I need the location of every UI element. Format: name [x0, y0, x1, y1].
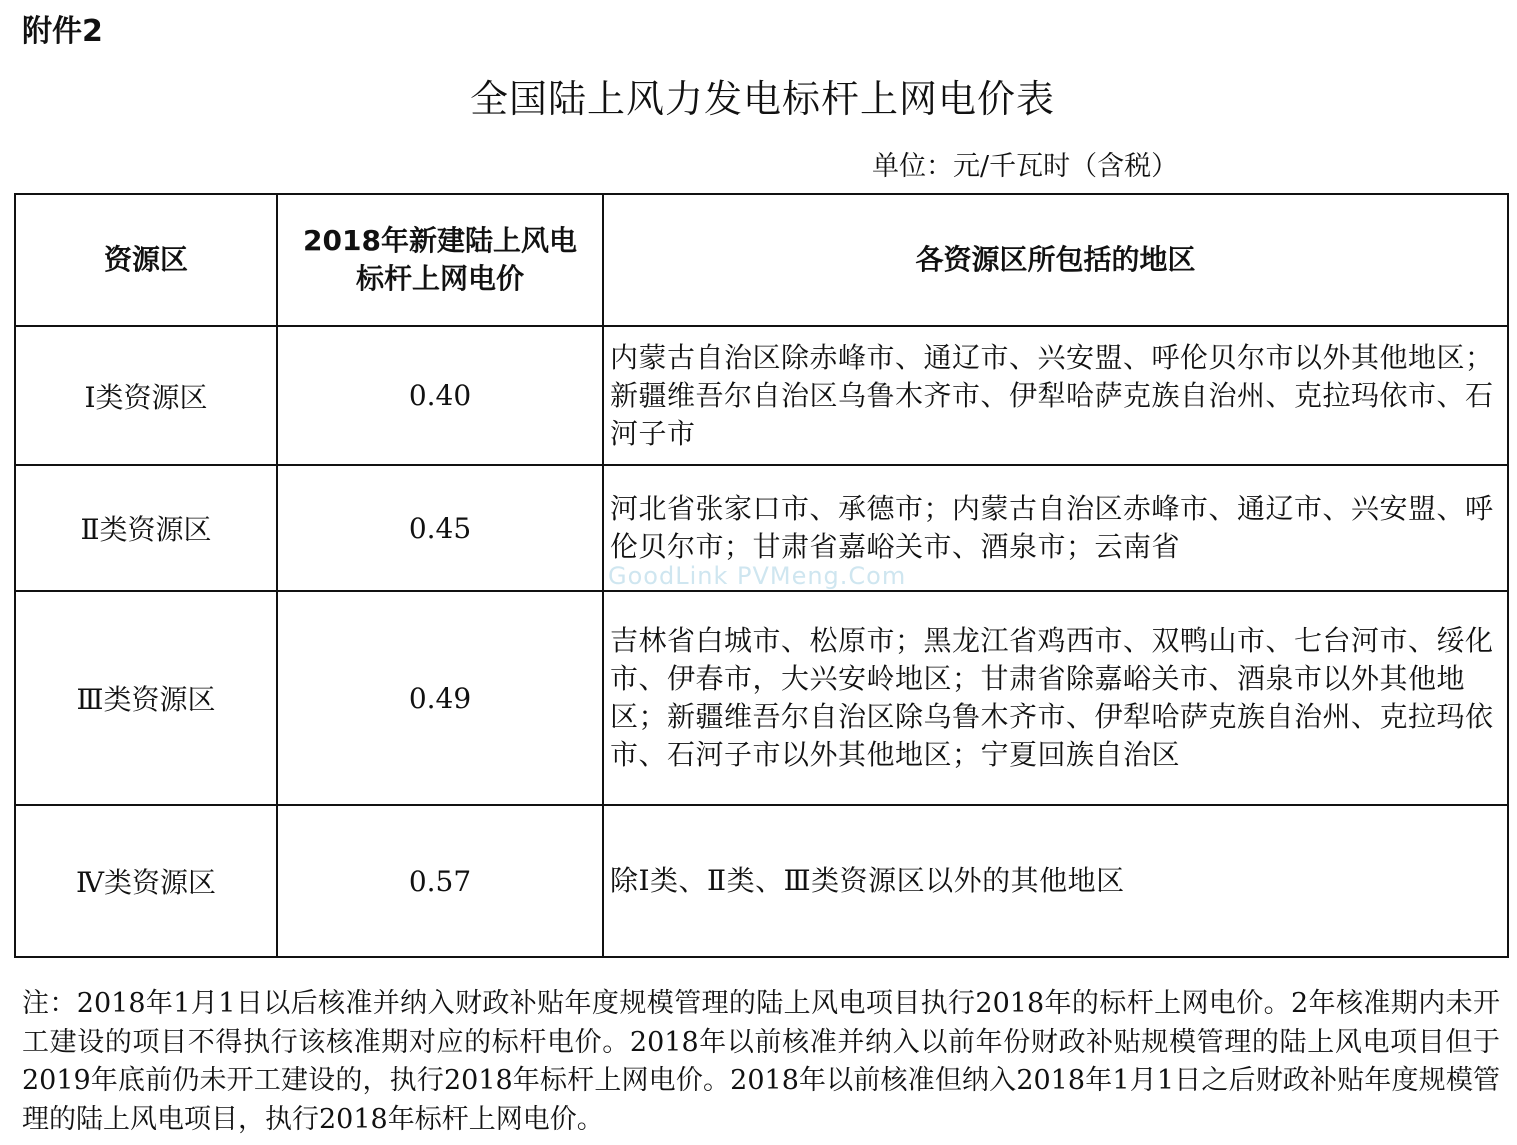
- header-price: [277, 194, 603, 326]
- region-name: Ⅱ类资源区: [15, 465, 277, 591]
- table-row: [15, 591, 1508, 805]
- region-areas: 除Ⅰ类、Ⅱ类、Ⅲ类资源区以外的其他地区: [603, 805, 1508, 957]
- region-name: Ⅳ类资源区: [15, 805, 277, 957]
- region-areas: 河北省张家口市、承德市；内蒙古自治区赤峰市、通辽市、兴安盟、呼伦贝尔市；甘肃省嘉峪关市、酒泉市；云南省: [603, 465, 1508, 591]
- footnote: 注：2018年1月1日以后核准并纳入财政补贴年度规模管理的陆上风电项目执行2018年的标杆上网电价。2年核准期内未开工建设的项目不得执行该核准期对应的标杆电价。2018年以前核准并纳入以前年份财政补贴规模管理的陆上风电项目但于2019年底前仍未开工建设的，执行2018年标杆上网电价。2018年以前核准但纳入2018年1月1日之后财政补贴年度规模管理的陆上风电项目，执行2018年标杆上网电价。: [22, 988, 1500, 1135]
- attachment-label: 附件2: [22, 14, 103, 49]
- table-header-row: [15, 194, 1508, 326]
- table-row: [15, 326, 1508, 465]
- table-row: [15, 805, 1508, 957]
- header-price-text: 2018年新建陆上风电标杆上网电价: [303, 224, 577, 295]
- price-value: 0.40: [277, 326, 603, 465]
- document-title: 全国陆上风力发电标杆上网电价表: [469, 77, 1055, 121]
- region-areas: 内蒙古自治区除赤峰市、通辽市、兴安盟、呼伦贝尔市以外其他地区；新疆维吾尔自治区乌鲁木齐市、伊犁哈萨克族自治州、克拉玛依市、石河子市: [603, 326, 1508, 465]
- region-name: Ⅲ类资源区: [15, 591, 277, 805]
- price-value: 0.45: [277, 465, 603, 591]
- unit-label: 单位：元/千瓦时（含税）: [872, 151, 1179, 182]
- price-value: 0.49: [277, 591, 603, 805]
- header-areas: 各资源区所包括的地区: [603, 194, 1508, 326]
- region-areas: 吉林省白城市、松原市；黑龙江省鸡西市、双鸭山市、七台河市、绥化市、伊春市，大兴安岭地区；甘肃省除嘉峪关市、酒泉市以外其他地区；新疆维吾尔自治区除乌鲁木齐市、伊犁哈萨克族自治州、克拉玛依市、石河子市以外其他地区；宁夏回族自治区: [603, 591, 1508, 805]
- price-value: 0.57: [277, 805, 603, 957]
- header-region: 资源区: [15, 194, 277, 326]
- watermark-text: GoodLink PVMeng.Com: [608, 562, 907, 590]
- region-name: Ⅰ类资源区: [15, 326, 277, 465]
